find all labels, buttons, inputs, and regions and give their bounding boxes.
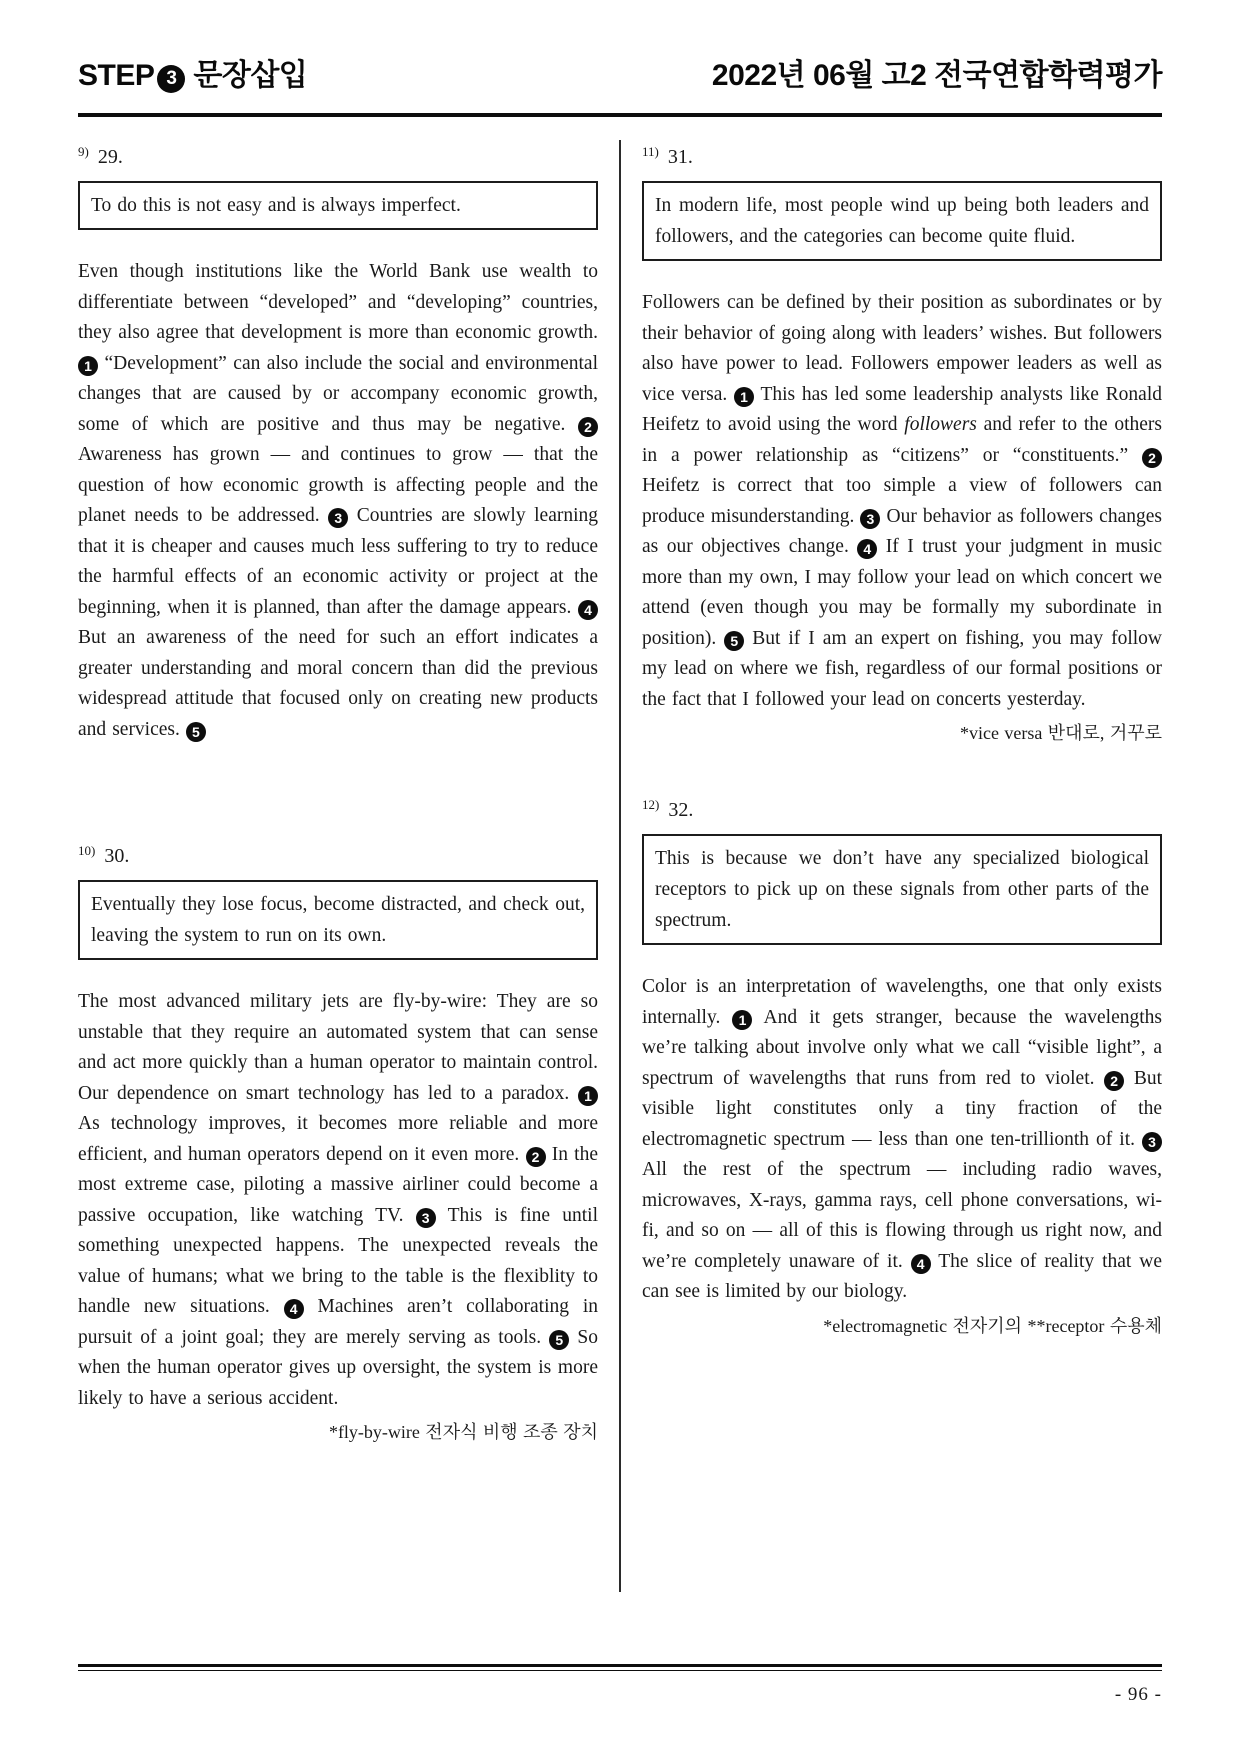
insertion-point-marker-1: 1 xyxy=(734,387,754,407)
question-num-label: 31. xyxy=(667,146,693,168)
insertion-point-marker-4: 4 xyxy=(284,1299,304,1319)
step-label: STEP xyxy=(78,59,155,92)
question-num-label: 29. xyxy=(97,146,123,168)
question-number xyxy=(642,797,1162,822)
footnote: *electromagnetic 전자기의 **receptor 수용체 xyxy=(823,1315,1162,1336)
insert-sentence-box: Eventually they lose focus, become distracted, and check out, leaving the system to run on its own. xyxy=(78,880,598,960)
passage-text: The most advanced military jets are fly-by-wire: They are so unstable that they require an automated system that can sense and act more quickly than a human operator to maintain control. Our dependence on smart technology has led to a paradox. 1 As technology improves, it becomes more reliable and more efficient, and human operators depend on it even more. 2 In the most extreme case, piloting a massive airliner could become a passive occupation, like watching TV. 3 This is fine until something unexpected happens. The unexpected reveals the value of humans; what we bring to the table is the flexiblity to handle new situations. 4 Machines aren’t collaborating in pursuit of a joint goal; they are merely serving as tools. 5 So when the human operator gives up oversight, the system is more likely to have a serious accident. xyxy=(78,991,599,1409)
two-column-layout xyxy=(78,140,1162,1592)
question-ref: 10) xyxy=(78,843,96,858)
exam-title: 2022년 06월 고2 전국연합학력평가 xyxy=(711,59,1162,92)
step-number-badge: 3 xyxy=(157,65,185,93)
question-ref: 12) xyxy=(642,797,660,812)
insertion-point-marker-4: 4 xyxy=(578,600,598,620)
insertion-point-marker-2: 2 xyxy=(1142,448,1162,468)
footnote: *vice versa 반대로, 거꾸로 xyxy=(960,723,1162,743)
insertion-point-marker-3: 3 xyxy=(860,509,880,529)
question-29 xyxy=(78,144,598,745)
question-num-label: 30. xyxy=(104,845,130,867)
question-31 xyxy=(642,144,1162,745)
question-ref: 9) xyxy=(78,144,89,159)
question-number xyxy=(78,144,598,169)
insert-sentence-box: This is because we don’t have any specialized biological receptors to pick up on these signals from other parts of the spectrum. xyxy=(642,834,1162,945)
italic-word: followers xyxy=(904,414,977,435)
page-number: - 96 - xyxy=(1114,1684,1162,1705)
question-number xyxy=(642,144,1162,169)
insertion-point-marker-4: 4 xyxy=(911,1254,931,1274)
insertion-point-marker-1: 1 xyxy=(78,356,98,376)
question-32 xyxy=(642,797,1162,1338)
header-rule xyxy=(78,113,1162,117)
question-number xyxy=(78,843,598,868)
question-ref: 11) xyxy=(642,144,659,159)
column-divider xyxy=(619,140,621,1592)
question-30 xyxy=(78,843,598,1444)
insertion-point-marker-3: 3 xyxy=(1142,1132,1162,1152)
left-column xyxy=(78,140,598,1592)
footnote: *fly-by-wire 전자식 비행 조종 장치 xyxy=(328,1422,598,1442)
insertion-point-marker-3: 3 xyxy=(328,508,348,528)
insertion-point-marker-5: 5 xyxy=(724,631,744,651)
passage-text: Color is an interpretation of wavelengths, one that only exists internally. 1 And it gets stranger, because the wavelengths we’re talking about involve only what we call “visible light”, a spectrum of wavelengths that runs from red to violet. 2 But visible light constitutes only a tiny fraction of the electromagnetic spectrum — less than one ten-trillionth of it. 3 All the rest of the spectrum — including radio waves, microwaves, X-rays, gamma rays, cell phone conversations, wi-fi, and so on — all of this is flowing through us right now, and we’re completely unaware of it. 4 The slice of reality that we can see is limited by our biology. xyxy=(642,976,1162,1302)
passage-text: Even though institutions like the World Bank use wealth to differentiate between “developed” and “developing” countries, they also agree that development is more than economic growth. 1 “Development” can also include the social and environmental changes that are caused by or accompany economic growth, some of which are positive and thus may be negative. 2 Awareness has grown — and continues to grow — that the question of how economic growth is affecting people and the planet needs to be addressed. 3 Countries are slowly learning that it is cheaper and causes much less suffering to try to reduce the harmful effects of an economic activity or project at the beginning, when it is planned, than after the damage appears. 4 But an awareness of the need for such an effort indicates a greater understanding and moral concern than did the previous widespread attitude that focused only on creating new products and services. 5 xyxy=(78,261,599,740)
insertion-point-marker-3: 3 xyxy=(416,1208,436,1228)
right-column xyxy=(642,140,1162,1592)
question-num-label: 32. xyxy=(668,799,694,821)
insertion-point-marker-2: 2 xyxy=(526,1147,546,1167)
passage-text: Followers can be defined by their position as subordinates or by their behavior of going along with leaders’ wishes. But followers also have power to lead. Followers empower leaders as well as vice versa. 1 This has led some leadership analysts like Ronald Heifetz to avoid using the word followers and refer to the others in a power relationship as “citizens” or “constituents.” 2 Heifetz is correct that too simple a view of followers can produce misunderstanding. 3 Our behavior as followers changes as our objectives change. 4 If I trust your judgment in music more than my own, I may follow your lead on which concert we attend (even though you may be formally my subordinate in position). 5 But if I am an expert on fishing, you may follow my lead on where we fish, regardless of our formal positions or the fact that I followed your lead on concerts yesterday. xyxy=(642,292,1163,710)
insertion-point-marker-2: 2 xyxy=(578,417,598,437)
insert-sentence-box: To do this is not easy and is always imperfect. xyxy=(78,181,598,230)
step-title xyxy=(78,50,307,94)
insertion-point-marker-4: 4 xyxy=(857,539,877,559)
page-header xyxy=(78,50,1162,94)
insertion-point-marker-5: 5 xyxy=(549,1330,569,1350)
footer-rule xyxy=(78,1664,1162,1671)
insertion-point-marker-1: 1 xyxy=(732,1010,752,1030)
insertion-point-marker-2: 2 xyxy=(1104,1071,1124,1091)
insert-sentence-box: In modern life, most people wind up being both leaders and followers, and the categories can become quite fluid. xyxy=(642,181,1162,261)
section-title: 문장삽입 xyxy=(193,59,308,92)
insertion-point-marker-1: 1 xyxy=(578,1086,598,1106)
insertion-point-marker-5: 5 xyxy=(186,722,206,742)
